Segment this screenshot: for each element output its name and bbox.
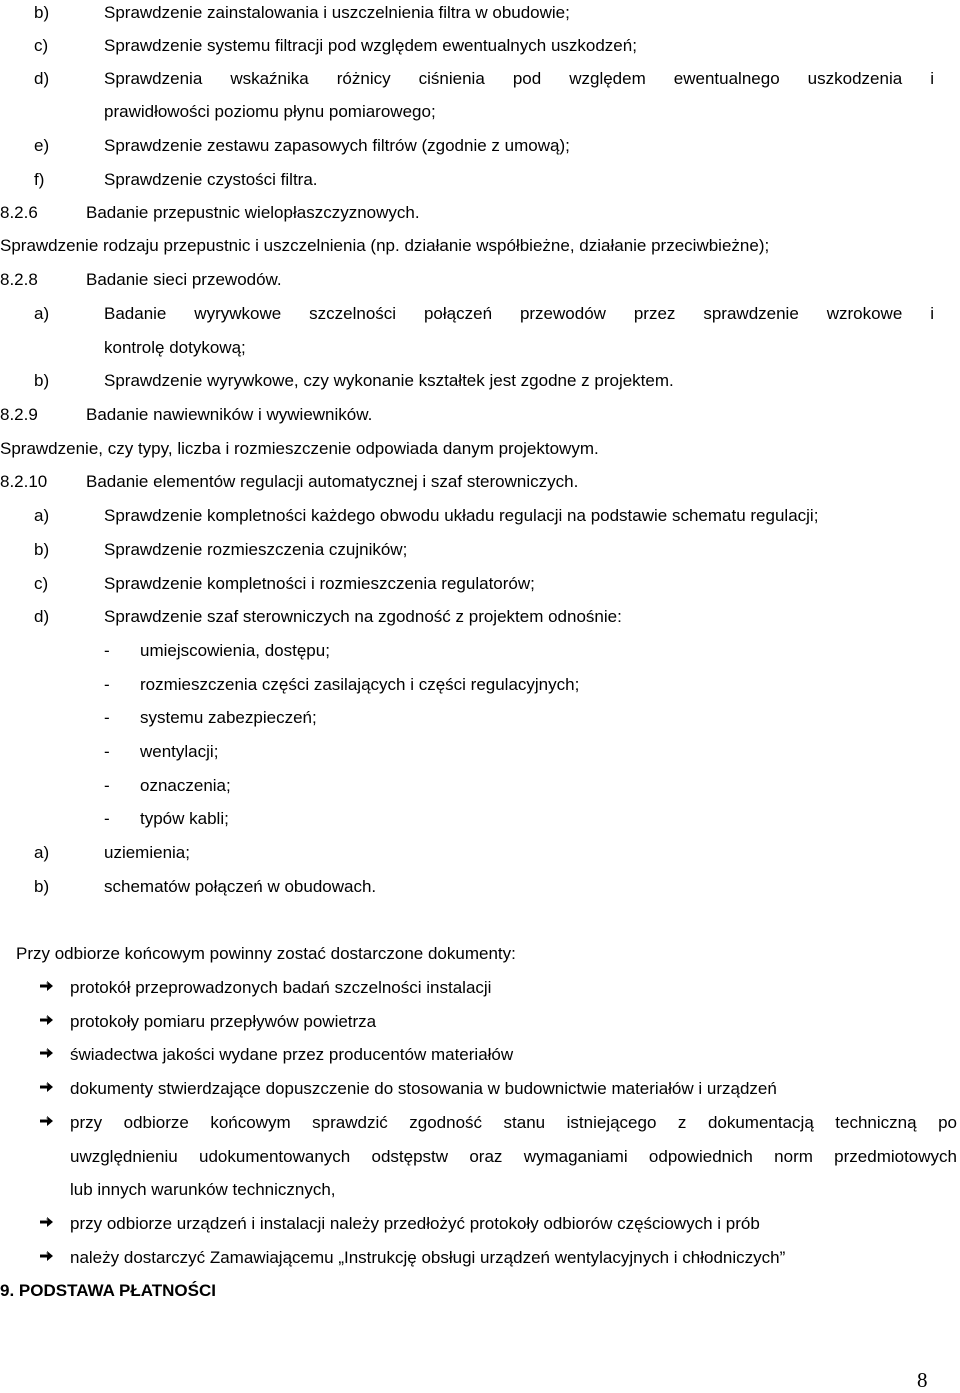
section-title: Badanie elementów regulacji automatycznej i szaf sterowniczych.: [86, 472, 579, 491]
item-label: f): [34, 170, 45, 189]
item-label: c): [34, 574, 49, 593]
document-text: protokoły pomiaru przepływów powietrza: [70, 1012, 377, 1031]
item-label: d): [34, 607, 50, 626]
dash-mark: -: [104, 809, 110, 828]
item-text: Sprawdzenie zestawu zapasowych filtrów (zgodnie z umową);: [104, 136, 570, 155]
item-text: schematów połączeń w obudowach.: [104, 877, 377, 896]
item-label: a): [34, 506, 50, 525]
arrow-bullet-icon: [40, 1114, 54, 1128]
item-text-cont: prawidłowości poziomu płynu pomiarowego;: [104, 102, 436, 121]
section-title: Badanie przepustnic wielopłaszczyznowych.: [86, 203, 420, 222]
page-number: 8: [917, 1368, 928, 1392]
item-label: d): [34, 69, 50, 88]
section-number: 8.2.6: [0, 203, 38, 222]
item-text: Sprawdzenia wskaźnika różnicy ciśnienia pod względem ewentualnego uszkodzenia i: [104, 69, 934, 88]
document-text: świadectwa jakości wydane przez producentów materiałów: [70, 1045, 514, 1064]
item-text: Sprawdzenie systemu filtracji pod względem ewentualnych uszkodzeń;: [104, 36, 637, 55]
arrow-bullet-icon: [40, 1080, 54, 1094]
arrow-bullet-icon: [40, 1013, 54, 1027]
paragraph-text: Sprawdzenie rodzaju przepustnic i uszczelnienia (np. działanie współbieżne, działanie przeciwbieżne);: [0, 236, 770, 255]
document-text: protokół przeprowadzonych badań szczelności instalacji: [70, 978, 492, 997]
arrow-bullet-icon: [40, 1046, 54, 1060]
item-label: b): [34, 371, 50, 390]
intro-text: Przy odbiorze końcowym powinny zostać dostarczone dokumenty:: [16, 944, 516, 963]
item-text: uziemienia;: [104, 843, 190, 862]
item-text: Sprawdzenie kompletności i rozmieszczenia regulatorów;: [104, 574, 535, 593]
dash-text: oznaczenia;: [140, 776, 231, 795]
section-number: 8.2.9: [0, 405, 38, 424]
item-label: b): [34, 3, 50, 22]
paragraph-text: Sprawdzenie, czy typy, liczba i rozmieszczenie odpowiada danym projektowym.: [0, 439, 599, 458]
dash-mark: -: [104, 675, 110, 694]
item-text: Sprawdzenie wyrywkowe, czy wykonanie kształtek jest zgodne z projektem.: [104, 371, 674, 390]
dash-text: systemu zabezpieczeń;: [140, 708, 317, 727]
dash-text: umiejscowienia, dostępu;: [140, 641, 330, 660]
item-label: b): [34, 540, 50, 559]
item-label: a): [34, 843, 50, 862]
item-label: c): [34, 36, 49, 55]
document-text: przy odbiorze urządzeń i instalacji należy przedłożyć protokoły odbiorów częściowych i prób: [70, 1214, 760, 1233]
dash-mark: -: [104, 776, 110, 795]
item-text-cont: kontrolę dotykową;: [104, 338, 246, 357]
item-label: a): [34, 304, 50, 323]
dash-mark: -: [104, 742, 110, 761]
item-text: Sprawdzenie rozmieszczenia czujników;: [104, 540, 408, 559]
dash-text: rozmieszczenia części zasilających i części regulacyjnych;: [140, 675, 580, 694]
section-title: Badanie sieci przewodów.: [86, 270, 282, 289]
item-text: Sprawdzenie szaf sterowniczych na zgodność z projektem odnośnie:: [104, 607, 622, 626]
dash-text: typów kabli;: [140, 809, 229, 828]
document-text: przy odbiorze końcowym sprawdzić zgodność stanu istniejącego z dokumentacją techniczną po: [70, 1113, 957, 1132]
item-text: Sprawdzenie zainstalowania i uszczelnienia filtra w obudowie;: [104, 3, 570, 22]
item-text: Badanie wyrywkowe szczelności połączeń przewodów przez sprawdzenie wzrokowe i: [104, 304, 934, 323]
document-text-cont: lub innych warunków technicznych,: [70, 1180, 336, 1199]
arrow-bullet-icon: [40, 1249, 54, 1263]
item-text: Sprawdzenie kompletności każdego obwodu układu regulacji na podstawie schematu regulacji;: [104, 506, 819, 525]
section-title: 9. PODSTAWA PŁATNOŚCI: [0, 1281, 216, 1300]
item-label: e): [34, 136, 50, 155]
dash-text: wentylacji;: [140, 742, 219, 761]
dash-mark: -: [104, 708, 110, 727]
item-text: Sprawdzenie czystości filtra.: [104, 170, 318, 189]
arrow-bullet-icon: [40, 979, 54, 993]
document-text: dokumenty stwierdzające dopuszczenie do stosowania w budownictwie materiałów i urządzeń: [70, 1079, 777, 1098]
item-label: b): [34, 877, 50, 896]
dash-mark: -: [104, 641, 110, 660]
section-number: 8.2.8: [0, 270, 38, 289]
section-number: 8.2.10: [0, 472, 48, 491]
section-title: Badanie nawiewników i wywiewników.: [86, 405, 373, 424]
document-text: należy dostarczyć Zamawiającemu „Instrukcję obsługi urządzeń wentylacyjnych i chłodniczych”: [70, 1248, 786, 1267]
document-text-cont: uwzględnieniu udokumentowanych odstępstw oraz wymaganiami odpowiednich norm przedmiotowych: [70, 1147, 957, 1166]
arrow-bullet-icon: [40, 1215, 54, 1229]
